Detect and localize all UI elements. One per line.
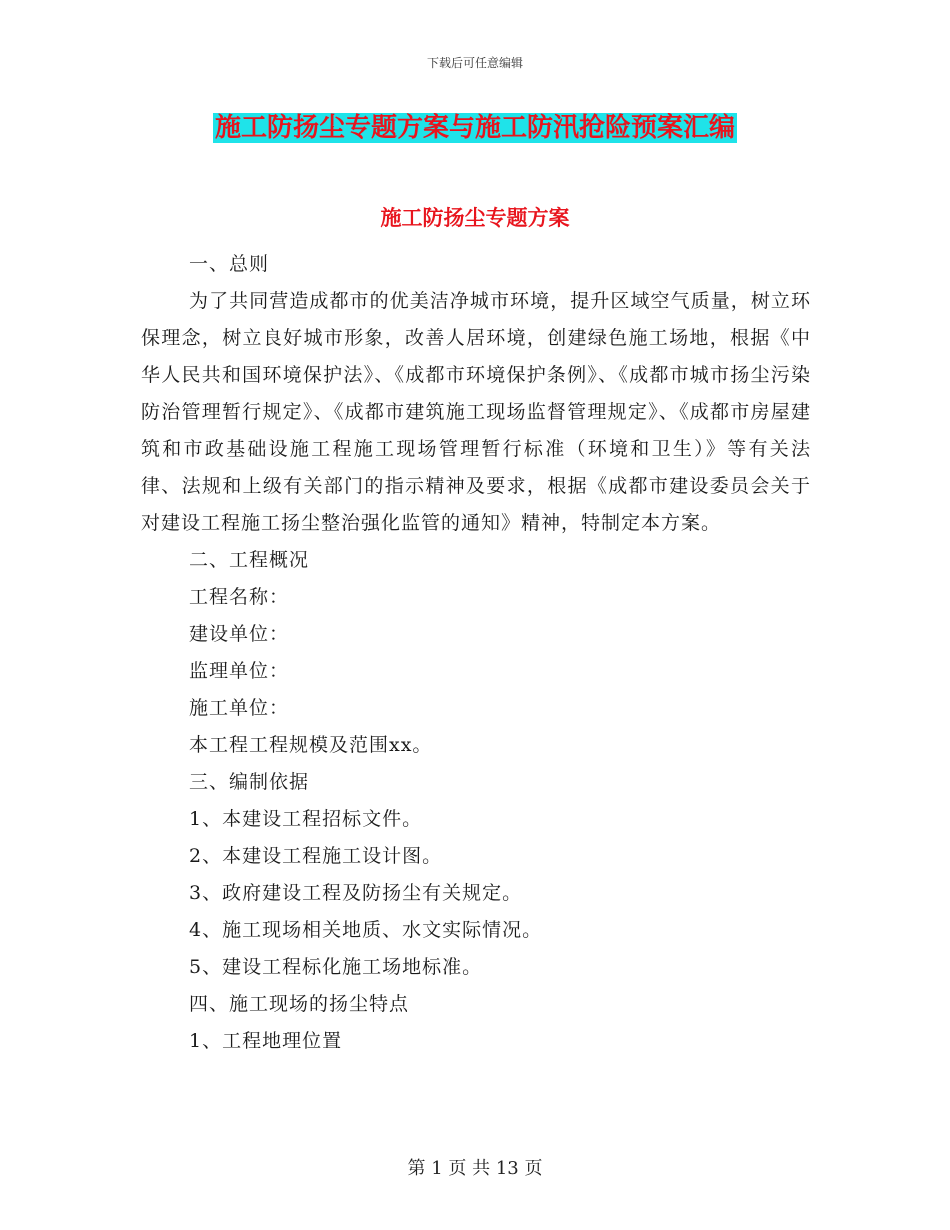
page-header-note: 下载后可任意编辑 (426, 56, 523, 70)
section-title: 施工防扬尘专题方案 (380, 205, 570, 230)
basis-item: 2、本建设工程施工设计图。 (189, 845, 443, 867)
basis-item: 3、政府建设工程及防扬尘有关规定。 (189, 882, 523, 904)
document-title-text: 施工防扬尘专题方案与施工防汛抢险预案汇编 (214, 113, 735, 143)
basis-item: 5、建设工程标化施工场地标准。 (189, 956, 483, 978)
supervisor-field: 监理单位： (189, 660, 290, 682)
project-scope: 本工程工程规模及范围xx。 (189, 734, 433, 756)
basis-item: 1、本建设工程招标文件。 (189, 808, 423, 830)
general-paragraph: 为了共同营造成都市的优美洁净城市环境，提升区域空气质量，树立环保理念，树立良好城市形象，改善人居环境，创建绿色施工场地，根据《中华人民共和国环境保护法》、《成都市环境保护条例》、《成都市城市扬尘污染防治管理暂行规定》、《成都市建筑施工现场监督管理规定》、《成都市房屋建筑和市政基础设施工程施工现场管理暂行标准（环境和卫生）》等有关法律、法规和上级有关部门的指示精神及要求，根据《成都市建设委员会关于对建设工程施工扬尘整治强化监管的通知》精神，特制定本方案。 (141, 290, 811, 534)
dust-item-location: 1、工程地理位置 (189, 1030, 343, 1052)
contractor-field: 施工单位： (189, 697, 290, 719)
document-title (0, 110, 950, 146)
section-heading-dust: 四、施工现场的扬尘特点 (189, 993, 410, 1015)
section-heading-general: 一、总则 (189, 253, 270, 275)
basis-item: 4、施工现场相关地质、水文实际情况。 (189, 919, 543, 941)
builder-field: 建设单位： (189, 623, 290, 645)
section-heading-basis: 三、编制依据 (189, 771, 310, 793)
section-heading-overview: 二、工程概况 (189, 549, 310, 571)
document-body (141, 246, 811, 1060)
page-number: 第 1 页 共 13 页 (407, 1158, 543, 1179)
project-name-field: 工程名称： (189, 586, 290, 608)
